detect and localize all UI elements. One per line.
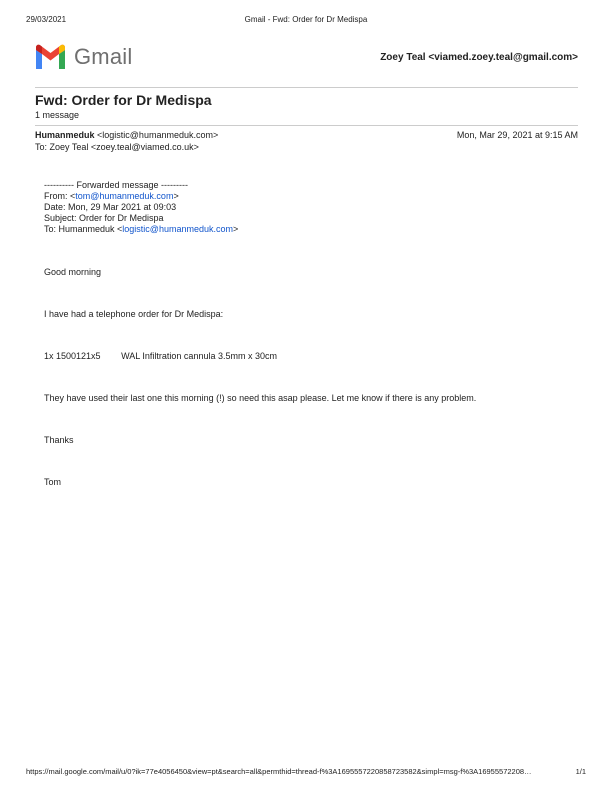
account-identity: Zoey Teal <viamed.zoey.teal@gmail.com>	[380, 52, 578, 63]
sender-name: Humanmeduk	[35, 130, 95, 140]
forward-to: To: Humanmeduk <logistic@humanmeduk.com>	[44, 224, 239, 234]
gmail-wordmark: Gmail	[74, 44, 133, 69]
forward-separator: ---------- Forwarded message ---------	[44, 180, 188, 190]
subject-divider	[35, 125, 578, 126]
forward-date: Date: Mon, 29 Mar 2021 at 09:03	[44, 202, 177, 212]
forward-to-link[interactable]: logistic@humanmeduk.com	[122, 224, 233, 234]
forward-from-link[interactable]: tom@humanmeduk.com	[75, 191, 174, 201]
recipient-line: To: Zoey Teal <zoey.teal@viamed.co.uk>	[35, 142, 199, 152]
message-count: 1 message	[35, 110, 80, 120]
body-intro: I have had a telephone order for Dr Medispa:	[44, 309, 224, 319]
sender-email: <logistic@humanmeduk.com>	[97, 130, 219, 140]
body-signature: Tom	[44, 477, 62, 487]
order-line	[44, 351, 277, 361]
print-page-title: Gmail - Fwd: Order for Dr Medispa	[244, 15, 368, 24]
gmail-m-icon	[34, 44, 67, 69]
header-divider	[35, 87, 578, 88]
body-greeting: Good morning	[44, 267, 102, 277]
thread-subject: Fwd: Order for Dr Medispa	[35, 92, 212, 108]
forward-from: From: <tom@humanmeduk.com>	[44, 191, 179, 201]
print-date: 29/03/2021	[26, 15, 67, 24]
print-page-number: 1/1	[575, 767, 586, 776]
message-date: Mon, Mar 29, 2021 at 9:15 AM	[456, 130, 578, 140]
order-description: WAL Infiltration cannula 3.5mm x 30cm	[121, 351, 277, 361]
forward-subject: Subject: Order for Dr Medispa	[44, 213, 164, 223]
print-footer-url: https://mail.google.com/mail/u/0?ik=77e4056450&view=pt&search=all&permthid=thread-f%3A1695557220858723582&simpl=msg-f%3A16955572208…	[26, 767, 532, 776]
body-thanks: Thanks	[44, 435, 74, 445]
order-qty-code: 1x 1500121x5	[44, 351, 101, 361]
sender-line	[35, 130, 218, 140]
body-note: They have used their last one this morning (!) so need this asap please. Let me know if there is any problem.	[44, 393, 477, 403]
